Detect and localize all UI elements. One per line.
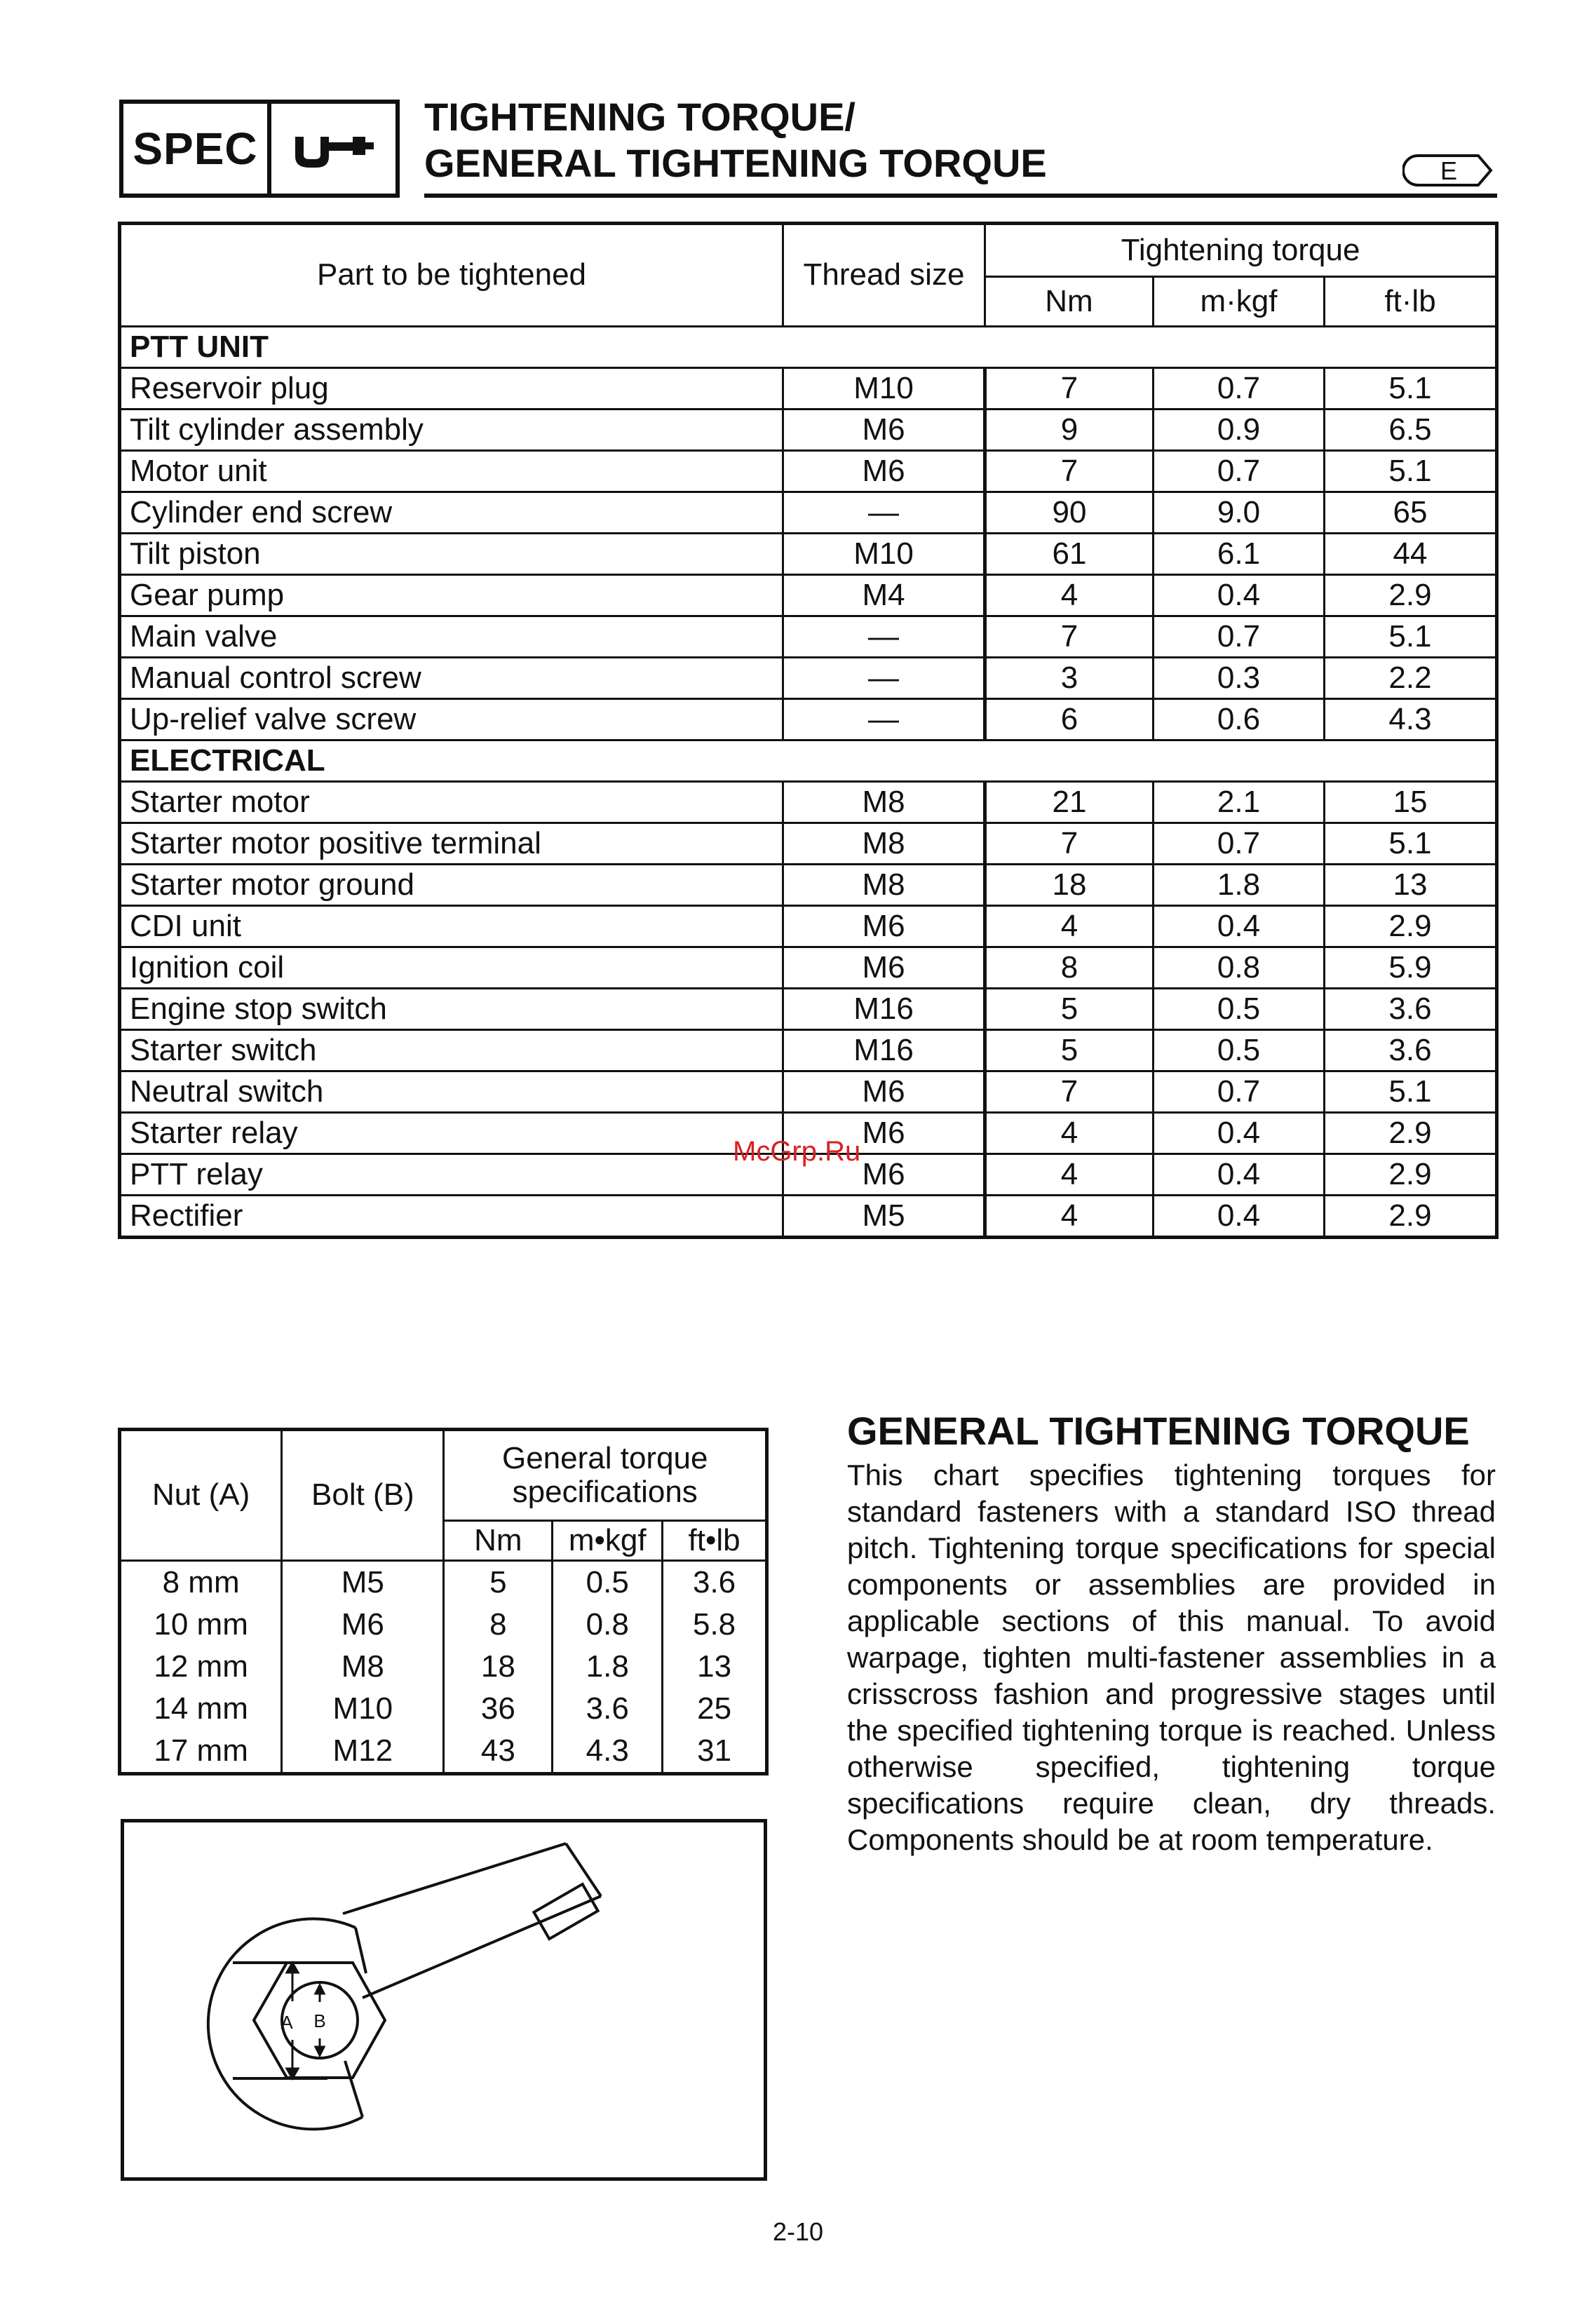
nm-cell: 7 — [985, 823, 1154, 865]
mkgf-cell: 0.9 — [1154, 410, 1325, 451]
nm-cell: 4 — [985, 575, 1154, 616]
table-row — [120, 534, 1497, 575]
col-header-thread: Thread size — [783, 224, 985, 327]
spec-badge — [119, 100, 400, 198]
thread-cell: M6 — [783, 906, 985, 947]
language-badge-label: E — [1440, 156, 1458, 185]
section-row — [120, 327, 1497, 368]
ftlb-cell: 3.6 — [663, 1561, 767, 1604]
table-row — [120, 410, 1497, 451]
table-row — [120, 616, 1497, 658]
thread-cell: M6 — [783, 947, 985, 989]
mkgf-cell: 0.7 — [1154, 616, 1325, 658]
col-header-nut: Nut (A) — [120, 1430, 282, 1561]
thread-cell: M8 — [783, 782, 985, 823]
col-header-ftlb: ft•lb — [663, 1521, 767, 1561]
table-row — [120, 989, 1497, 1030]
ftlb-cell: 44 — [1325, 534, 1497, 575]
table-row — [120, 1071, 1497, 1113]
part-cell: Starter motor positive terminal — [120, 823, 783, 865]
ftlb-cell: 4.3 — [1325, 699, 1497, 740]
ftlb-cell: 2.9 — [1325, 1196, 1497, 1238]
part-cell: Motor unit — [120, 451, 783, 492]
ftlb-cell: 13 — [663, 1646, 767, 1688]
nm-cell: 43 — [444, 1730, 553, 1774]
thread-cell: — — [783, 699, 985, 740]
section-paragraph: This chart specifies tightening torques for standard fasteners with a standard ISO thread pitch. Tightening torque specifications for special components or assemblies are provided in applicable sections of this manual. To avoid warpage, tighten multi-fastener assemblies in a crisscross fashion and progressive stages until the specified tightening torque is reached. Unless otherwise specified, tightening torque specifications require clean, dry threads. Components should be at room temperature. — [847, 1459, 1496, 1856]
nm-cell: 7 — [985, 1071, 1154, 1113]
section-row — [120, 740, 1497, 782]
mkgf-cell: 0.5 — [1154, 1030, 1325, 1071]
nut-cell: 8 mm — [120, 1561, 282, 1604]
mkgf-cell: 0.7 — [1154, 368, 1325, 410]
table-row — [120, 1730, 767, 1774]
ftlb-cell: 2.2 — [1325, 658, 1497, 699]
ftlb-cell: 5.1 — [1325, 1071, 1497, 1113]
ftlb-cell: 13 — [1325, 865, 1497, 906]
bolt-cell: M10 — [282, 1688, 444, 1730]
bolt-cell: M5 — [282, 1561, 444, 1604]
col-header-bolt: Bolt (B) — [282, 1430, 444, 1561]
table-row — [120, 451, 1497, 492]
spec-label: SPEC — [123, 104, 271, 194]
nm-cell: 4 — [985, 1113, 1154, 1154]
nm-cell: 36 — [444, 1688, 553, 1730]
nm-cell: 4 — [985, 1154, 1154, 1196]
mkgf-cell: 0.4 — [1154, 575, 1325, 616]
nm-cell: 7 — [985, 368, 1154, 410]
mkgf-cell: 0.4 — [1154, 1196, 1325, 1238]
nut-cell: 17 mm — [120, 1730, 282, 1774]
language-badge — [1402, 153, 1494, 188]
part-cell: Starter motor ground — [120, 865, 783, 906]
table-row — [120, 575, 1497, 616]
ftlb-cell: 3.6 — [1325, 989, 1497, 1030]
mkgf-cell: 2.1 — [1154, 782, 1325, 823]
bolt-cell: M12 — [282, 1730, 444, 1774]
nm-cell: 5 — [444, 1561, 553, 1604]
table-row — [120, 865, 1497, 906]
part-cell: Starter motor — [120, 782, 783, 823]
ftlb-cell: 65 — [1325, 492, 1497, 534]
table-row — [120, 1688, 767, 1730]
nm-cell: 7 — [985, 616, 1154, 658]
part-cell: Tilt cylinder assembly — [120, 410, 783, 451]
mkgf-cell: 0.5 — [1154, 989, 1325, 1030]
part-cell: Up-relief valve screw — [120, 699, 783, 740]
mkgf-cell: 0.7 — [1154, 451, 1325, 492]
thread-cell: M16 — [783, 1030, 985, 1071]
ftlb-cell: 5.8 — [663, 1604, 767, 1646]
thread-cell: M10 — [783, 534, 985, 575]
nm-cell: 5 — [985, 1030, 1154, 1071]
ftlb-cell: 5.1 — [1325, 368, 1497, 410]
nm-cell: 5 — [985, 989, 1154, 1030]
mkgf-cell: 4.3 — [553, 1730, 663, 1774]
bolt-cell: M6 — [282, 1604, 444, 1646]
col-header-nm: Nm — [985, 277, 1154, 327]
mkgf-cell: 0.7 — [1154, 823, 1325, 865]
thread-cell: M16 — [783, 989, 985, 1030]
nut-cell: 12 mm — [120, 1646, 282, 1688]
col-header-mkgf: m·kgf — [1154, 277, 1325, 327]
part-cell: Manual control screw — [120, 658, 783, 699]
nm-cell: 8 — [444, 1604, 553, 1646]
mkgf-cell: 1.8 — [1154, 865, 1325, 906]
section-title: ELECTRICAL — [120, 740, 1497, 782]
part-cell: Main valve — [120, 616, 783, 658]
nm-cell: 21 — [985, 782, 1154, 823]
col-header-mkgf: m•kgf — [553, 1521, 663, 1561]
mkgf-cell: 1.8 — [553, 1646, 663, 1688]
table-row — [120, 1196, 1497, 1238]
nm-cell: 7 — [985, 451, 1154, 492]
nm-cell: 4 — [985, 1196, 1154, 1238]
mkgf-cell: 0.8 — [553, 1604, 663, 1646]
nm-cell: 9 — [985, 410, 1154, 451]
col-header-part: Part to be tightened — [120, 224, 783, 327]
table-row — [120, 823, 1497, 865]
thread-cell: M8 — [783, 865, 985, 906]
ftlb-cell: 5.1 — [1325, 616, 1497, 658]
ftlb-cell: 25 — [663, 1688, 767, 1730]
table-row — [120, 782, 1497, 823]
col-header-ftlb: ft·lb — [1325, 277, 1497, 327]
part-cell: Tilt piston — [120, 534, 783, 575]
mkgf-cell: 0.4 — [1154, 906, 1325, 947]
part-cell: Engine stop switch — [120, 989, 783, 1030]
ftlb-cell: 5.1 — [1325, 823, 1497, 865]
wrench-figure — [121, 1819, 767, 2181]
table-row — [120, 699, 1497, 740]
nm-cell: 8 — [985, 947, 1154, 989]
part-cell: CDI unit — [120, 906, 783, 947]
thread-cell: M6 — [783, 1113, 985, 1154]
part-cell: Gear pump — [120, 575, 783, 616]
section-title: PTT UNIT — [120, 327, 1497, 368]
nut-cell: 14 mm — [120, 1688, 282, 1730]
part-cell: Starter switch — [120, 1030, 783, 1071]
ftlb-cell: 15 — [1325, 782, 1497, 823]
table-row — [120, 1561, 767, 1604]
mkgf-cell: 0.4 — [1154, 1113, 1325, 1154]
mkgf-cell: 3.6 — [553, 1688, 663, 1730]
mkgf-cell: 9.0 — [1154, 492, 1325, 534]
mkgf-cell: 0.6 — [1154, 699, 1325, 740]
thread-cell: — — [783, 658, 985, 699]
page-number: 2-10 — [772, 2217, 824, 2246]
col-header-general-spec: General torque specifications — [444, 1430, 767, 1521]
section-heading: GENERAL TIGHTENING TORQUE — [847, 1409, 1470, 1453]
tightening-torque-table — [118, 222, 1499, 1239]
part-cell: Rectifier — [120, 1196, 783, 1238]
table-row — [120, 368, 1497, 410]
table-row — [120, 658, 1497, 699]
nm-cell: 90 — [985, 492, 1154, 534]
header-rule — [424, 194, 1497, 198]
ftlb-cell: 31 — [663, 1730, 767, 1774]
thread-cell: M6 — [783, 1154, 985, 1196]
mkgf-cell: 0.5 — [553, 1561, 663, 1604]
mkgf-cell: 6.1 — [1154, 534, 1325, 575]
table-row — [120, 492, 1497, 534]
mkgf-cell: 0.3 — [1154, 658, 1325, 699]
col-header-torque-group: Tightening torque — [985, 224, 1497, 277]
part-cell: PTT relay — [120, 1154, 783, 1196]
thread-cell: M4 — [783, 575, 985, 616]
mkgf-cell: 0.4 — [1154, 1154, 1325, 1196]
torque-wrench-icon — [271, 104, 395, 194]
nm-cell: 61 — [985, 534, 1154, 575]
part-cell: Neutral switch — [120, 1071, 783, 1113]
wrench-diagram — [124, 1822, 764, 2177]
table-row — [120, 1030, 1497, 1071]
ftlb-cell: 2.9 — [1325, 1113, 1497, 1154]
thread-cell: M6 — [783, 451, 985, 492]
ftlb-cell: 3.6 — [1325, 1030, 1497, 1071]
thread-cell: M6 — [783, 410, 985, 451]
thread-cell: — — [783, 492, 985, 534]
mkgf-cell: 0.8 — [1154, 947, 1325, 989]
thread-cell: M8 — [783, 823, 985, 865]
general-torque-table — [118, 1428, 769, 1775]
nut-cell: 10 mm — [120, 1604, 282, 1646]
part-cell: Starter relay — [120, 1113, 783, 1154]
table-row — [120, 1604, 767, 1646]
nm-cell: 18 — [444, 1646, 553, 1688]
part-cell: Reservoir plug — [120, 368, 783, 410]
page-title-line1: TIGHTENING TORQUE/ — [424, 95, 856, 139]
ftlb-cell: 5.1 — [1325, 451, 1497, 492]
thread-cell: M5 — [783, 1196, 985, 1238]
nm-cell: 4 — [985, 906, 1154, 947]
ftlb-cell: 2.9 — [1325, 906, 1497, 947]
ftlb-cell: 6.5 — [1325, 410, 1497, 451]
bolt-cell: M8 — [282, 1646, 444, 1688]
dimension-label-a: A — [280, 2012, 293, 2033]
dimension-label-b: B — [313, 2010, 326, 2031]
watermark: McGrp.Ru — [733, 1136, 861, 1167]
part-cell: Ignition coil — [120, 947, 783, 989]
thread-cell: M6 — [783, 1071, 985, 1113]
col-header-nm: Nm — [444, 1521, 553, 1561]
table-row — [120, 947, 1497, 989]
part-cell: Cylinder end screw — [120, 492, 783, 534]
thread-cell: M10 — [783, 368, 985, 410]
nm-cell: 3 — [985, 658, 1154, 699]
table-row — [120, 1646, 767, 1688]
nm-cell: 18 — [985, 865, 1154, 906]
mkgf-cell: 0.7 — [1154, 1071, 1325, 1113]
page-title-line2: GENERAL TIGHTENING TORQUE — [424, 141, 1047, 185]
nm-cell: 6 — [985, 699, 1154, 740]
ftlb-cell: 2.9 — [1325, 575, 1497, 616]
ftlb-cell: 5.9 — [1325, 947, 1497, 989]
ftlb-cell: 2.9 — [1325, 1154, 1497, 1196]
thread-cell: — — [783, 616, 985, 658]
table-row — [120, 906, 1497, 947]
